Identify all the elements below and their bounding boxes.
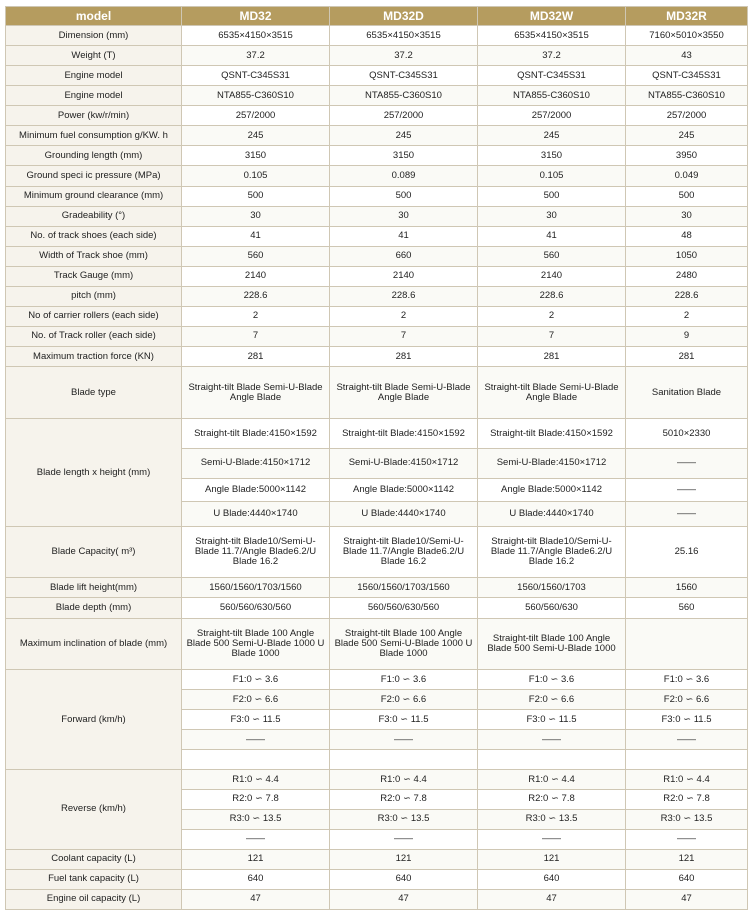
value-cell: R2:0 ∽ 7.8 (478, 789, 626, 809)
value-cell (626, 618, 748, 669)
row-label: No. of Track roller (each side) (6, 326, 182, 346)
value-cell: 640 (182, 869, 330, 889)
table-row (6, 266, 748, 286)
value-cell: 2480 (626, 266, 748, 286)
value-cell: Straight-tilt Blade:4150×1592 (478, 419, 626, 449)
header-model-label: model (6, 7, 182, 26)
value-cell: —— (626, 478, 748, 502)
value-cell: 6535×4150×3515 (330, 26, 478, 46)
value-cell: 560 (626, 598, 748, 618)
table-row (6, 26, 748, 46)
value-cell: NTA855-C360S10 (478, 86, 626, 106)
value-cell: Angle Blade:5000×1142 (478, 478, 626, 502)
table-row (6, 46, 748, 66)
value-cell: 6535×4150×3515 (478, 26, 626, 46)
value-cell: —— (478, 730, 626, 750)
value-cell: 7 (478, 326, 626, 346)
value-cell: Straight-tilt Blade Semi-U-Blade Angle Blade (478, 367, 626, 419)
table-row (6, 186, 748, 206)
value-cell: 1560/1560/1703/1560 (182, 578, 330, 598)
row-label: Blade length x height (mm) (6, 419, 182, 527)
value-cell: Angle Blade:5000×1142 (182, 478, 330, 502)
value-cell: F2:0 ∽ 6.6 (478, 690, 626, 710)
value-cell: 245 (182, 126, 330, 146)
value-cell: 2140 (330, 266, 478, 286)
value-cell: R3:0 ∽ 13.5 (330, 809, 478, 829)
value-cell: 228.6 (478, 286, 626, 306)
value-cell: 2 (626, 306, 748, 326)
value-cell: F2:0 ∽ 6.6 (182, 690, 330, 710)
table-row (6, 106, 748, 126)
value-cell: 560/560/630/560 (330, 598, 478, 618)
row-label: Fuel tank capacity (L) (6, 869, 182, 889)
value-cell: NTA855-C360S10 (626, 86, 748, 106)
value-cell: Straight-tilt Blade10/Semi-U-Blade 11.7/Angle Blade6.2/U Blade 16.2 (478, 526, 626, 577)
value-cell: F1:0 ∽ 3.6 (182, 670, 330, 690)
row-label: Gradeability (°) (6, 206, 182, 226)
value-cell: 0.049 (626, 166, 748, 186)
value-cell: Straight-tilt Blade 100 Angle Blade 500 Semi-U-Blade 1000 U Blade 1000 (182, 618, 330, 669)
value-cell: 2140 (478, 266, 626, 286)
value-cell: 245 (626, 126, 748, 146)
value-cell: 257/2000 (330, 106, 478, 126)
spec-table (5, 6, 748, 910)
table-row (6, 367, 748, 419)
value-cell: Straight-tilt Blade:4150×1592 (182, 419, 330, 449)
row-label: Weight (T) (6, 46, 182, 66)
value-cell: —— (182, 730, 330, 750)
value-cell: 560/560/630 (478, 598, 626, 618)
value-cell: QSNT-C345S31 (478, 66, 626, 86)
value-cell: Straight-tilt Blade 100 Angle Blade 500 Semi-U-Blade 1000 U Blade 1000 (330, 618, 478, 669)
value-cell: 500 (478, 186, 626, 206)
value-cell: R2:0 ∽ 7.8 (330, 789, 478, 809)
value-cell: 660 (330, 246, 478, 266)
value-cell: 37.2 (478, 46, 626, 66)
value-cell: R1:0 ∽ 4.4 (330, 770, 478, 790)
table-row (6, 326, 748, 346)
value-cell: Sanitation Blade (626, 367, 748, 419)
value-cell: 5010×2330 (626, 419, 748, 449)
value-cell: R1:0 ∽ 4.4 (626, 770, 748, 790)
value-cell: 30 (626, 206, 748, 226)
value-cell: 41 (330, 226, 478, 246)
value-cell: 560/560/630/560 (182, 598, 330, 618)
row-label: Blade depth (mm) (6, 598, 182, 618)
row-label: Engine oil capacity (L) (6, 889, 182, 909)
row-label: Dimension (mm) (6, 26, 182, 46)
value-cell: F2:0 ∽ 6.6 (626, 690, 748, 710)
table-row (6, 86, 748, 106)
row-label: Minimum ground clearance (mm) (6, 186, 182, 206)
value-cell: F3:0 ∽ 11.5 (182, 710, 330, 730)
value-cell: 281 (182, 347, 330, 367)
value-cell: 43 (626, 46, 748, 66)
value-cell: U Blade:4440×1740 (478, 502, 626, 527)
row-label: Ground speci ic pressure (MPa) (6, 166, 182, 186)
value-cell: 7 (330, 326, 478, 346)
value-cell: Straight-tilt Blade:4150×1592 (330, 419, 478, 449)
value-cell: Straight-tilt Blade Semi-U-Blade Angle Blade (182, 367, 330, 419)
value-cell: NTA855-C360S10 (330, 86, 478, 106)
value-cell: 500 (626, 186, 748, 206)
value-cell: 1050 (626, 246, 748, 266)
value-cell: 257/2000 (478, 106, 626, 126)
value-cell: F2:0 ∽ 6.6 (330, 690, 478, 710)
table-row (6, 146, 748, 166)
value-cell: R3:0 ∽ 13.5 (478, 809, 626, 829)
value-cell: 228.6 (626, 286, 748, 306)
value-cell: 41 (478, 226, 626, 246)
value-cell: 121 (478, 849, 626, 869)
value-cell: 37.2 (330, 46, 478, 66)
row-label: Blade lift height(mm) (6, 578, 182, 598)
value-cell: 47 (478, 889, 626, 909)
table-row (6, 419, 748, 449)
table-row (6, 889, 748, 909)
value-cell: U Blade:4440×1740 (182, 502, 330, 527)
value-cell: 640 (330, 869, 478, 889)
row-label: Reverse (km/h) (6, 770, 182, 850)
value-cell: —— (626, 448, 748, 478)
value-cell: F3:0 ∽ 11.5 (330, 710, 478, 730)
value-cell: —— (330, 730, 478, 750)
value-cell: Semi-U-Blade:4150×1712 (330, 448, 478, 478)
value-cell: 1560/1560/1703 (478, 578, 626, 598)
table-row (6, 206, 748, 226)
table-row (6, 770, 748, 790)
value-cell: 1560 (626, 578, 748, 598)
table-row (6, 598, 748, 618)
value-cell: 0.105 (182, 166, 330, 186)
row-label: Engine model (6, 66, 182, 86)
value-cell: 30 (330, 206, 478, 226)
value-cell: 41 (182, 226, 330, 246)
header-model: MD32W (478, 7, 626, 26)
value-cell: 2140 (182, 266, 330, 286)
value-cell: R3:0 ∽ 13.5 (626, 809, 748, 829)
value-cell: U Blade:4440×1740 (330, 502, 478, 527)
value-cell: 0.089 (330, 166, 478, 186)
row-label: No of carrier rollers (each side) (6, 306, 182, 326)
row-label: pitch (mm) (6, 286, 182, 306)
value-cell: 3150 (478, 146, 626, 166)
value-cell: Straight-tilt Blade10/Semi-U-Blade 11.7/Angle Blade6.2/U Blade 16.2 (330, 526, 478, 577)
value-cell: F1:0 ∽ 3.6 (478, 670, 626, 690)
row-label: Grounding length (mm) (6, 146, 182, 166)
value-cell: F1:0 ∽ 3.6 (330, 670, 478, 690)
value-cell: R1:0 ∽ 4.4 (478, 770, 626, 790)
value-cell: 228.6 (330, 286, 478, 306)
table-row (6, 66, 748, 86)
value-cell: 6535×4150×3515 (182, 26, 330, 46)
row-label: Engine model (6, 86, 182, 106)
row-label: Blade Capacity( m³) (6, 526, 182, 577)
value-cell: —— (626, 502, 748, 527)
header-model: MD32R (626, 7, 748, 26)
value-cell: Semi-U-Blade:4150×1712 (182, 448, 330, 478)
value-cell: 30 (182, 206, 330, 226)
value-cell: 9 (626, 326, 748, 346)
value-cell: F1:0 ∽ 3.6 (626, 670, 748, 690)
row-label: Forward (km/h) (6, 670, 182, 770)
table-row (6, 578, 748, 598)
value-cell: 640 (626, 869, 748, 889)
value-cell: 2 (182, 306, 330, 326)
value-cell: 30 (478, 206, 626, 226)
value-cell: 281 (330, 347, 478, 367)
value-cell: 500 (330, 186, 478, 206)
value-cell: 7160×5010×3550 (626, 26, 748, 46)
value-cell: NTA855-C360S10 (182, 86, 330, 106)
table-row (6, 670, 748, 690)
value-cell: F3:0 ∽ 11.5 (626, 710, 748, 730)
value-cell: 7 (182, 326, 330, 346)
table-row (6, 226, 748, 246)
value-cell: R1:0 ∽ 4.4 (182, 770, 330, 790)
value-cell: —— (626, 829, 748, 849)
value-cell: 47 (330, 889, 478, 909)
value-cell: QSNT-C345S31 (626, 66, 748, 86)
row-label: No. of track shoes (each side) (6, 226, 182, 246)
value-cell: 3150 (330, 146, 478, 166)
value-cell: 37.2 (182, 46, 330, 66)
value-cell: QSNT-C345S31 (330, 66, 478, 86)
value-cell: Straight-tilt Blade 100 Angle Blade 500 Semi-U-Blade 1000 (478, 618, 626, 669)
value-cell: 1560/1560/1703/1560 (330, 578, 478, 598)
table-row (6, 286, 748, 306)
row-label: Coolant capacity (L) (6, 849, 182, 869)
value-cell: —— (330, 829, 478, 849)
value-cell: 245 (330, 126, 478, 146)
value-cell: 3150 (182, 146, 330, 166)
value-cell: 245 (478, 126, 626, 146)
value-cell: —— (626, 730, 748, 750)
value-cell: 121 (330, 849, 478, 869)
value-cell: 281 (626, 347, 748, 367)
value-cell: 47 (182, 889, 330, 909)
value-cell: 0.105 (478, 166, 626, 186)
row-label: Maximum traction force (KN) (6, 347, 182, 367)
value-cell: 3950 (626, 146, 748, 166)
value-cell: R2:0 ∽ 7.8 (626, 789, 748, 809)
table-row (6, 526, 748, 577)
row-label: Maximum inclination of blade (mm) (6, 618, 182, 669)
table-row (6, 869, 748, 889)
value-cell: —— (182, 829, 330, 849)
header-model: MD32D (330, 7, 478, 26)
table-row (6, 849, 748, 869)
value-cell: Straight-tilt Blade10/Semi-U-Blade 11.7/Angle Blade6.2/U Blade 16.2 (182, 526, 330, 577)
row-label: Blade type (6, 367, 182, 419)
value-cell: 560 (478, 246, 626, 266)
value-cell: Straight-tilt Blade Semi-U-Blade Angle Blade (330, 367, 478, 419)
table-row (6, 246, 748, 266)
value-cell: 25.16 (626, 526, 748, 577)
value-cell: 640 (478, 869, 626, 889)
table-row (6, 306, 748, 326)
value-cell: 257/2000 (182, 106, 330, 126)
row-label: Track Gauge (mm) (6, 266, 182, 286)
value-cell: R2:0 ∽ 7.8 (182, 789, 330, 809)
value-cell: 500 (182, 186, 330, 206)
table-row (6, 166, 748, 186)
value-cell: Angle Blade:5000×1142 (330, 478, 478, 502)
value-cell: 228.6 (182, 286, 330, 306)
value-cell: 121 (182, 849, 330, 869)
value-cell: 281 (478, 347, 626, 367)
header-model: MD32 (182, 7, 330, 26)
value-cell: QSNT-C345S31 (182, 66, 330, 86)
value-cell (182, 750, 330, 770)
value-cell: Semi-U-Blade:4150×1712 (478, 448, 626, 478)
table-row (6, 618, 748, 669)
row-label: Minimum fuel consumption g/KW. h (6, 126, 182, 146)
table-row (6, 126, 748, 146)
value-cell: 121 (626, 849, 748, 869)
value-cell: 48 (626, 226, 748, 246)
row-label: Width of Track shoe (mm) (6, 246, 182, 266)
value-cell (626, 750, 748, 770)
table-row (6, 347, 748, 367)
value-cell: 560 (182, 246, 330, 266)
value-cell: 257/2000 (626, 106, 748, 126)
value-cell: 2 (330, 306, 478, 326)
row-label: Power (kw/r/min) (6, 106, 182, 126)
value-cell: 2 (478, 306, 626, 326)
value-cell: F3:0 ∽ 11.5 (478, 710, 626, 730)
value-cell: R3:0 ∽ 13.5 (182, 809, 330, 829)
value-cell: 47 (626, 889, 748, 909)
value-cell (478, 750, 626, 770)
value-cell: —— (478, 829, 626, 849)
value-cell (330, 750, 478, 770)
header-row (6, 7, 748, 26)
